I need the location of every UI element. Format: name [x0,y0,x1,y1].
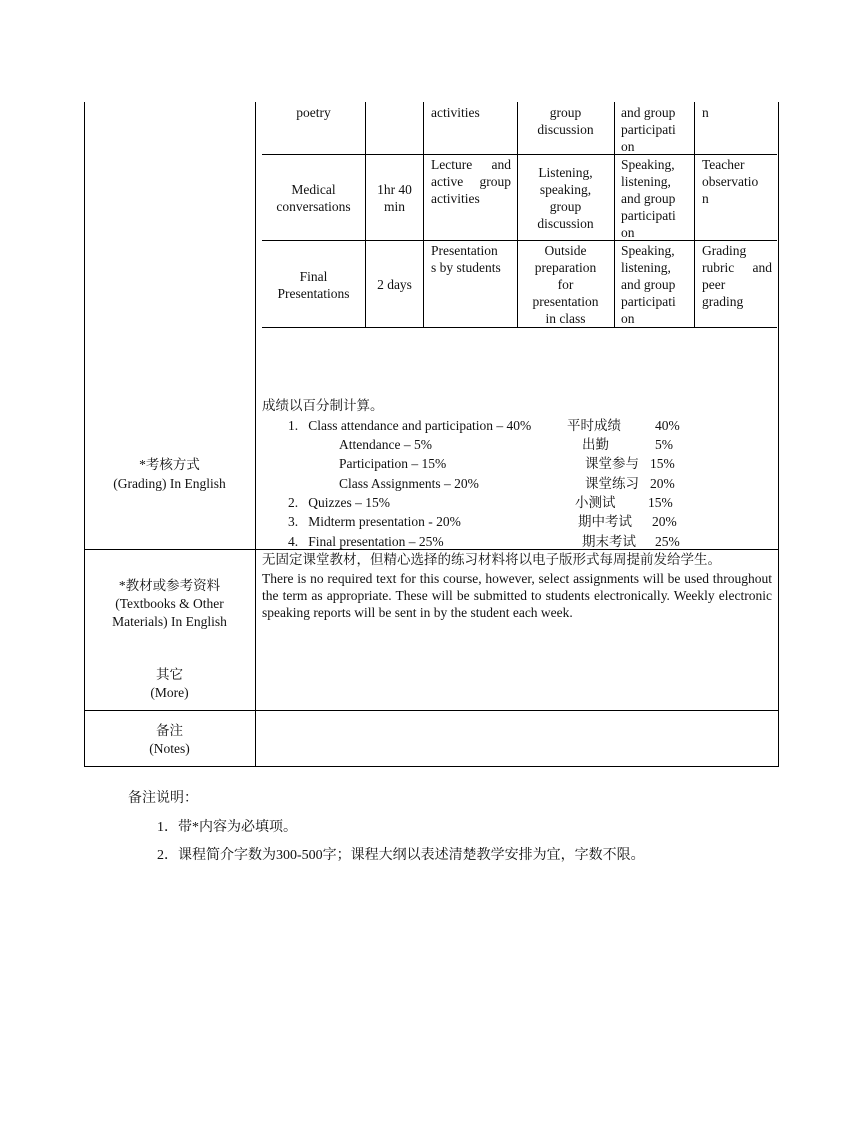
cell-line: discussion [537,216,594,231]
inner-col-line [423,102,424,327]
materials-label-en: Materials) In English [112,614,227,629]
grading-item-cn: 小测试 [575,495,616,510]
cell-line: activities [431,105,480,120]
grading-item: 3. Midterm presentation - 20% [288,514,461,529]
grading-item-cn: 课堂参与 [585,456,639,471]
cell-line: listening, [621,174,671,189]
cell-line: s by students [431,260,501,275]
grading-item-cn: 期末考试 [582,534,636,549]
cell-line: grading [702,294,744,309]
cell-line: Teacher [702,157,745,172]
materials-label [84,577,255,631]
more-label [84,666,255,702]
schedule-learning [517,104,614,138]
cell-line: Speaking, [621,157,675,172]
grading-item-cn: 课堂练习 [585,476,639,491]
cell-line: n [702,191,709,206]
cell-line: conversations [276,199,351,214]
cell-line: n [702,105,709,120]
footnote-item: 2．课程简介字数为300-500字；课程大纲以表述清楚教学安排为宜，字数不限。 [157,848,645,863]
cell-line: group [549,105,582,120]
footnote-title: 备注说明： [128,791,198,806]
cell-line: and group [621,105,676,120]
materials-label-en: (Textbooks & Other [115,596,224,611]
cell-line: Outside [544,243,587,258]
cell-line: group [549,199,582,214]
cell-line: on [621,139,635,154]
cell-line: Speaking, [621,243,675,258]
inner-col-line [614,102,615,327]
cell-line: on [621,311,635,326]
materials-text-en: There is no required text for this course, however, select assignments will be used throughout the term as appropriate. These will be submitted to students electronically. Weekly electronic speaking reports will be sent in by the student each week. [262,571,772,620]
row-divider-notes [84,710,779,711]
grading-item-cn: 出勤 [582,437,609,452]
grading-item [288,416,531,435]
grading-label [84,455,255,493]
cell-line: participati [621,208,676,223]
grading-subitem: Attendance – 5% [339,437,432,452]
notes-label-en: (Notes) [149,741,190,756]
cell-line: preparation [534,260,597,275]
schedule-topic [262,268,365,302]
schedule-topic [262,181,365,215]
table-right-border [778,102,779,767]
cell-line: presentation [532,294,599,309]
inner-col-line [694,102,695,327]
schedule-assessment [702,156,758,207]
cell-line: in class [545,311,586,326]
schedule-duration [366,276,423,293]
cell-line: and group [621,191,676,206]
materials-label-cn: *教材或参考资料 [118,578,221,593]
grading-subitem: Participation – 15% [339,456,447,471]
grading-subitem: Class Assignments – 20% [339,476,479,491]
grading-item-pct: 5% [655,437,673,452]
cell-line: 1hr 40 [377,182,412,197]
cell-line: active group [431,174,511,189]
grading-item: 4. Final presentation – 25% [288,534,444,549]
cell-line: min [383,199,405,214]
grading-label-cn: *考核方式 [139,457,200,472]
cell-line: rubric and [702,260,772,275]
grading-label-en: (Grading) In English [113,476,226,491]
schedule-assessment [702,242,772,310]
grading-item-cn: 平时成绩 [567,418,621,433]
table-divider [255,102,256,767]
notes-label-cn: 备注 [156,723,183,738]
cell-line: Presentation [431,243,498,258]
table-bottom-border [84,766,779,767]
more-label-cn: 其它 [156,667,183,682]
more-label-en: (More) [150,685,189,700]
grading-item-cn: 期中考试 [578,514,632,529]
grading-item-en: 1. Class attendance and participation – 40% [288,418,532,433]
cell-line: discussion [537,122,594,137]
grading-item-pct: 40% [655,418,680,433]
cell-line: Grading [702,243,747,258]
cell-line: Lecture and [431,157,511,172]
inner-row-line [262,240,777,241]
schedule-skills [621,156,676,241]
cell-line: participati [621,122,676,137]
cell-line: poetry [296,105,331,120]
schedule-skills [621,104,676,155]
schedule-topic [262,104,365,121]
cell-line: listening, [621,260,671,275]
grading-item-pct: 20% [650,476,675,491]
schedule-learning [517,242,614,327]
grading-item: 2. Quizzes – 15% [288,495,390,510]
schedule-duration [366,181,423,215]
schedule-skills [621,242,676,327]
schedule-methods [431,156,511,207]
cell-line: 2 days [377,277,412,292]
grading-item-pct: 15% [650,456,675,471]
grading-item-pct: 20% [652,514,677,529]
cell-line: Medical [291,182,336,197]
cell-line: activities [431,191,480,206]
materials-text-cn: 无固定课堂教材，但精心选择的练习材料将以电子版形式每周提前发给学生。 [262,552,721,567]
schedule-learning [517,164,614,232]
grading-intro: 成绩以百分制计算。 [262,398,384,413]
grading-item-pct: 25% [655,534,680,549]
cell-line: on [621,225,635,240]
cell-line: observatio [702,174,759,189]
notes-label [84,722,255,758]
inner-row-line [262,327,777,328]
cell-line: for [557,277,574,292]
cell-line: participati [621,294,676,309]
cell-line: Final [299,269,328,284]
cell-line: peer [702,277,726,292]
cell-line: Listening, [538,165,593,180]
cell-line: and group [621,277,676,292]
grading-item-pct: 15% [648,495,673,510]
footnote-item: 1．带*内容为必填项。 [157,820,297,835]
cell-line: speaking, [539,182,592,197]
schedule-assessment [702,104,709,121]
schedule-methods [431,104,515,121]
cell-line: Presentations [277,286,350,301]
schedule-methods [431,242,515,276]
inner-row-line [262,154,777,155]
